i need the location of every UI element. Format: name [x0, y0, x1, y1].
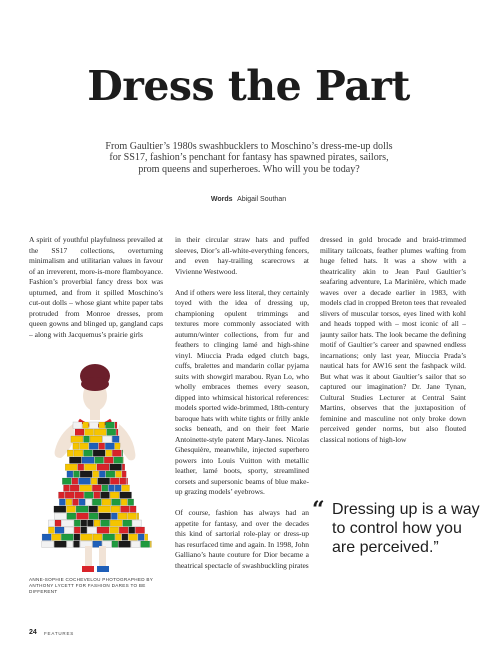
lego-brick — [76, 506, 88, 512]
lego-brick — [74, 541, 80, 547]
lego-brick — [110, 492, 119, 498]
lego-brick — [93, 450, 105, 456]
lego-brick — [106, 450, 112, 456]
lego-brick — [116, 429, 118, 435]
lego-brick — [87, 520, 93, 526]
body-paragraph: And if others were less literal, they certainly toyed with the idea of dressing up, championing opulent trimmings and textures more commonly associated with autumn/winter collections, from fur and feathers to clinging lamé and high-shine vinyl. Miuccia Prada edged clutch bags, cuffs, bralettes and mandarin collar pyjama suits with showgirl marabou. Ryan Lo, who wholly embraces themes every season, dipped into whimsical historical references: models sported wide-brimmed, 18th-century baroque hats with white tights or frilly ankle socks beneath, and on their feet Marie Antoinette-style patent Mary-Janes. Nicolas Ghesquière, meanwhile, injected superhero powers into Louis Vuitton with metallic leather, lamé boots, sporty, streamlined corsets and supersonic beams of blue make-up grazing models’ eyebrows. — [175, 287, 309, 496]
lego-brick — [123, 520, 132, 526]
lego-brick — [94, 520, 100, 526]
lego-brick — [119, 527, 128, 533]
lego-brick — [54, 513, 66, 519]
pull-quote-text: Dressing up is a way to control how you are perceived.” — [332, 501, 480, 556]
lego-brick — [81, 520, 87, 526]
lego-brick — [90, 436, 102, 442]
lego-brick — [59, 492, 65, 498]
lego-brick — [86, 499, 92, 505]
pull-quote-mark: “ — [312, 497, 325, 523]
lego-brick — [97, 464, 109, 470]
lego-brick — [59, 499, 65, 505]
lego-brick — [74, 527, 80, 533]
body-paragraph: A spirit of youthful playfulness prevailed at the SS17 collections, overturning minimalism and utilitarian values in favour of an irreverent, more-is-more flamboyance. Fashion’s proverbial fancy dress box was upturned, and from it spilled Moschino’s cut-out dolls – whose giant white paper tabs protruded from Monroe dresses, prom queen gowns and blinged up, gangland caps – along with Jacquemus’s prairie girls — [29, 235, 163, 339]
lego-brick — [42, 534, 51, 540]
lego-brick — [99, 513, 111, 519]
lego-brick — [122, 471, 126, 477]
lego-brick — [121, 506, 130, 512]
body-paragraph: dressed in gold brocade and braid-trimmed military tailcoats, feather plumes wafting from huge felted hats. It was a show with a theatricality akin to Jean Paul Gaultier’s seafaring adventure, La Marinière, which made waves over a decade earlier in 1983, with models clad in cropped Breton tees that revealed slivers of muscular torsos, eyes lined with kohl and heads topped with – most iconic of all – jaunty sailor hats. The look became the defining motif of Gaultier’s career and spawned endless incarnations; only last year, Miuccia Prada’s nautical hats for AW16 sent the fashpack wild. But what was it about Gaultier’s sailor that so captured our imagination? Dr. Jane Tynan, Cultural Studies Lecturer at Central Saint Martins, observes that the juxtaposition of feminine and masculine not only broke down perceived gender norms, but also flouted classical notions of high-low — [320, 235, 466, 444]
lego-brick — [48, 520, 54, 526]
lego-brick — [130, 506, 136, 512]
lego-brick — [75, 492, 84, 498]
lego-brick — [145, 534, 148, 540]
lego-brick — [55, 527, 64, 533]
lego-brick — [79, 499, 85, 505]
lego-brick — [54, 541, 66, 547]
lego-brick — [99, 471, 105, 477]
lego-brick — [129, 534, 138, 540]
lego-brick — [120, 478, 126, 484]
lego-brick — [103, 534, 115, 540]
lego-brick — [82, 457, 94, 463]
lego-brick — [103, 436, 112, 442]
lego-brick — [111, 513, 117, 519]
lego-brick — [98, 478, 110, 484]
lego-brick — [70, 485, 79, 491]
lego-dress — [42, 422, 152, 547]
lego-brick — [94, 492, 100, 498]
lego-brick — [64, 485, 70, 491]
neck — [90, 408, 100, 420]
page-number: 24 — [29, 629, 37, 636]
lego-brick — [83, 422, 89, 428]
lego-brick — [52, 534, 61, 540]
lego-brick — [81, 527, 87, 533]
lego-brick — [99, 422, 105, 428]
lego-brick — [73, 422, 82, 428]
lego-brick — [93, 471, 99, 477]
byline-author: Abigail Southan — [237, 196, 287, 203]
lego-brick — [102, 499, 111, 505]
lego-brick — [74, 534, 80, 540]
lego-brick — [79, 478, 91, 484]
lego-brick — [128, 499, 134, 505]
section-label: FEATURES — [44, 631, 75, 636]
lego-brick — [101, 492, 110, 498]
byline — [0, 196, 497, 203]
lego-brick — [118, 513, 127, 519]
lego-brick — [105, 443, 114, 449]
lego-brick — [71, 436, 83, 442]
lego-brick — [92, 499, 101, 505]
lego-brick — [80, 485, 92, 491]
lego-brick — [89, 422, 98, 428]
lego-brick — [101, 520, 110, 526]
body-column-1 — [29, 235, 163, 355]
lego-brick — [122, 485, 130, 491]
lego-brick — [84, 464, 96, 470]
photo-caption: ANNE-SOPHIE COCHEVELOU PHOTOGRAPHED BY ANTHONY LYCETT FOR FASHION DARES TO BE DIFFERENT — [29, 577, 154, 594]
lego-brick — [66, 499, 72, 505]
lego-brick — [127, 478, 128, 484]
lego-brick — [75, 429, 84, 435]
lego-brick — [137, 513, 139, 519]
lego-brick — [122, 450, 123, 456]
lego-brick — [114, 457, 123, 463]
lego-brick — [80, 443, 89, 449]
lego-brick — [115, 485, 121, 491]
lego-brick — [72, 478, 78, 484]
lego-brick — [67, 506, 76, 512]
lego-brick — [84, 492, 93, 498]
lego-brick — [106, 471, 115, 477]
lego-brick — [120, 492, 132, 498]
lego-brick — [132, 520, 141, 526]
lego-brick — [42, 541, 54, 547]
lego-brick — [104, 457, 113, 463]
lego-brick — [112, 499, 121, 505]
pull-quote — [312, 497, 480, 557]
lego-brick — [77, 513, 89, 519]
hair-fringe — [81, 377, 109, 391]
lego-brick — [61, 534, 73, 540]
right-shoe — [97, 566, 109, 572]
lego-brick — [65, 492, 74, 498]
lego-brick — [67, 471, 73, 477]
lego-brick — [67, 541, 73, 547]
lego-brick — [91, 478, 97, 484]
lego-brick — [78, 464, 84, 470]
lego-brick — [116, 471, 122, 477]
lego-brick — [89, 443, 98, 449]
lego-brick — [121, 499, 127, 505]
lego-brick — [84, 450, 93, 456]
lego-brick — [87, 527, 96, 533]
lego-brick — [67, 450, 73, 456]
lego-brick — [122, 534, 128, 540]
feature-photo — [29, 362, 170, 574]
left-shoe — [82, 566, 94, 572]
lego-brick — [80, 471, 92, 477]
lego-brick — [150, 541, 151, 547]
lego-brick — [89, 513, 98, 519]
lego-brick — [110, 464, 122, 470]
lego-brick — [62, 520, 74, 526]
lego-brick — [62, 478, 71, 484]
lego-brick — [98, 506, 110, 512]
article-standfirst: From Gaultier’s 1980s swashbucklers to Moschino’s dress-me-up dolls for SS17, fashion’s penchant for fantasy has spawned pirates, sailors, prom queens and superheroes. Who will you be today? — [105, 141, 393, 175]
lego-brick — [92, 485, 101, 491]
lego-brick — [65, 527, 74, 533]
lego-brick — [74, 520, 80, 526]
lego-brick — [74, 450, 83, 456]
lego-brick — [73, 499, 79, 505]
lego-brick — [135, 527, 144, 533]
lego-brick — [102, 485, 108, 491]
lego-dress-illustration — [29, 362, 170, 574]
lego-brick — [110, 527, 119, 533]
lego-brick — [94, 429, 106, 435]
lego-brick — [65, 464, 77, 470]
byline-label: Words — [210, 196, 233, 203]
lego-brick — [128, 513, 137, 519]
lego-brick — [112, 450, 121, 456]
article-title: Dress the Part — [87, 62, 410, 110]
lego-brick — [122, 464, 125, 470]
lego-brick — [93, 534, 102, 540]
lego-brick — [110, 478, 119, 484]
lego-brick — [112, 436, 119, 442]
body-paragraph: in their circular straw hats and puffed sleeves, Dior’s all-white-everything fencers, and even hay-trailing scarecrows at Vivienne Westwood. — [175, 235, 309, 276]
lego-brick — [115, 534, 121, 540]
lego-brick — [67, 513, 76, 519]
lego-brick — [138, 534, 144, 540]
lego-brick — [110, 520, 122, 526]
lego-brick — [89, 506, 98, 512]
body-paragraph: Of course, fashion has always had an appetite for fantasy, and over the decades this kind of sartorial role-play or dress-up has resurfaced time and again. In 1998, John Galliano’s haute couture for Dior became a theatrical spectacle of swashbuckling pirates — [175, 508, 309, 570]
lego-brick — [119, 541, 131, 547]
lego-brick — [107, 429, 116, 435]
lego-brick — [54, 506, 66, 512]
body-column-2 — [175, 235, 309, 630]
lego-brick — [129, 527, 135, 533]
lego-brick — [84, 436, 90, 442]
lego-brick — [105, 422, 114, 428]
lego-brick — [131, 541, 140, 547]
lego-brick — [55, 520, 61, 526]
body-column-3 — [320, 235, 466, 499]
lego-brick — [95, 457, 104, 463]
lego-brick — [141, 541, 150, 547]
lego-brick — [99, 443, 105, 449]
lego-brick — [115, 422, 117, 428]
lego-brick — [74, 471, 80, 477]
lego-brick — [73, 443, 79, 449]
lego-brick — [115, 443, 120, 449]
lego-brick — [112, 541, 118, 547]
lego-brick — [109, 485, 115, 491]
lego-brick — [111, 506, 120, 512]
lego-brick — [48, 527, 54, 533]
lego-brick — [69, 457, 81, 463]
lego-brick — [81, 534, 93, 540]
lego-brick — [97, 527, 109, 533]
lego-brick — [85, 429, 94, 435]
